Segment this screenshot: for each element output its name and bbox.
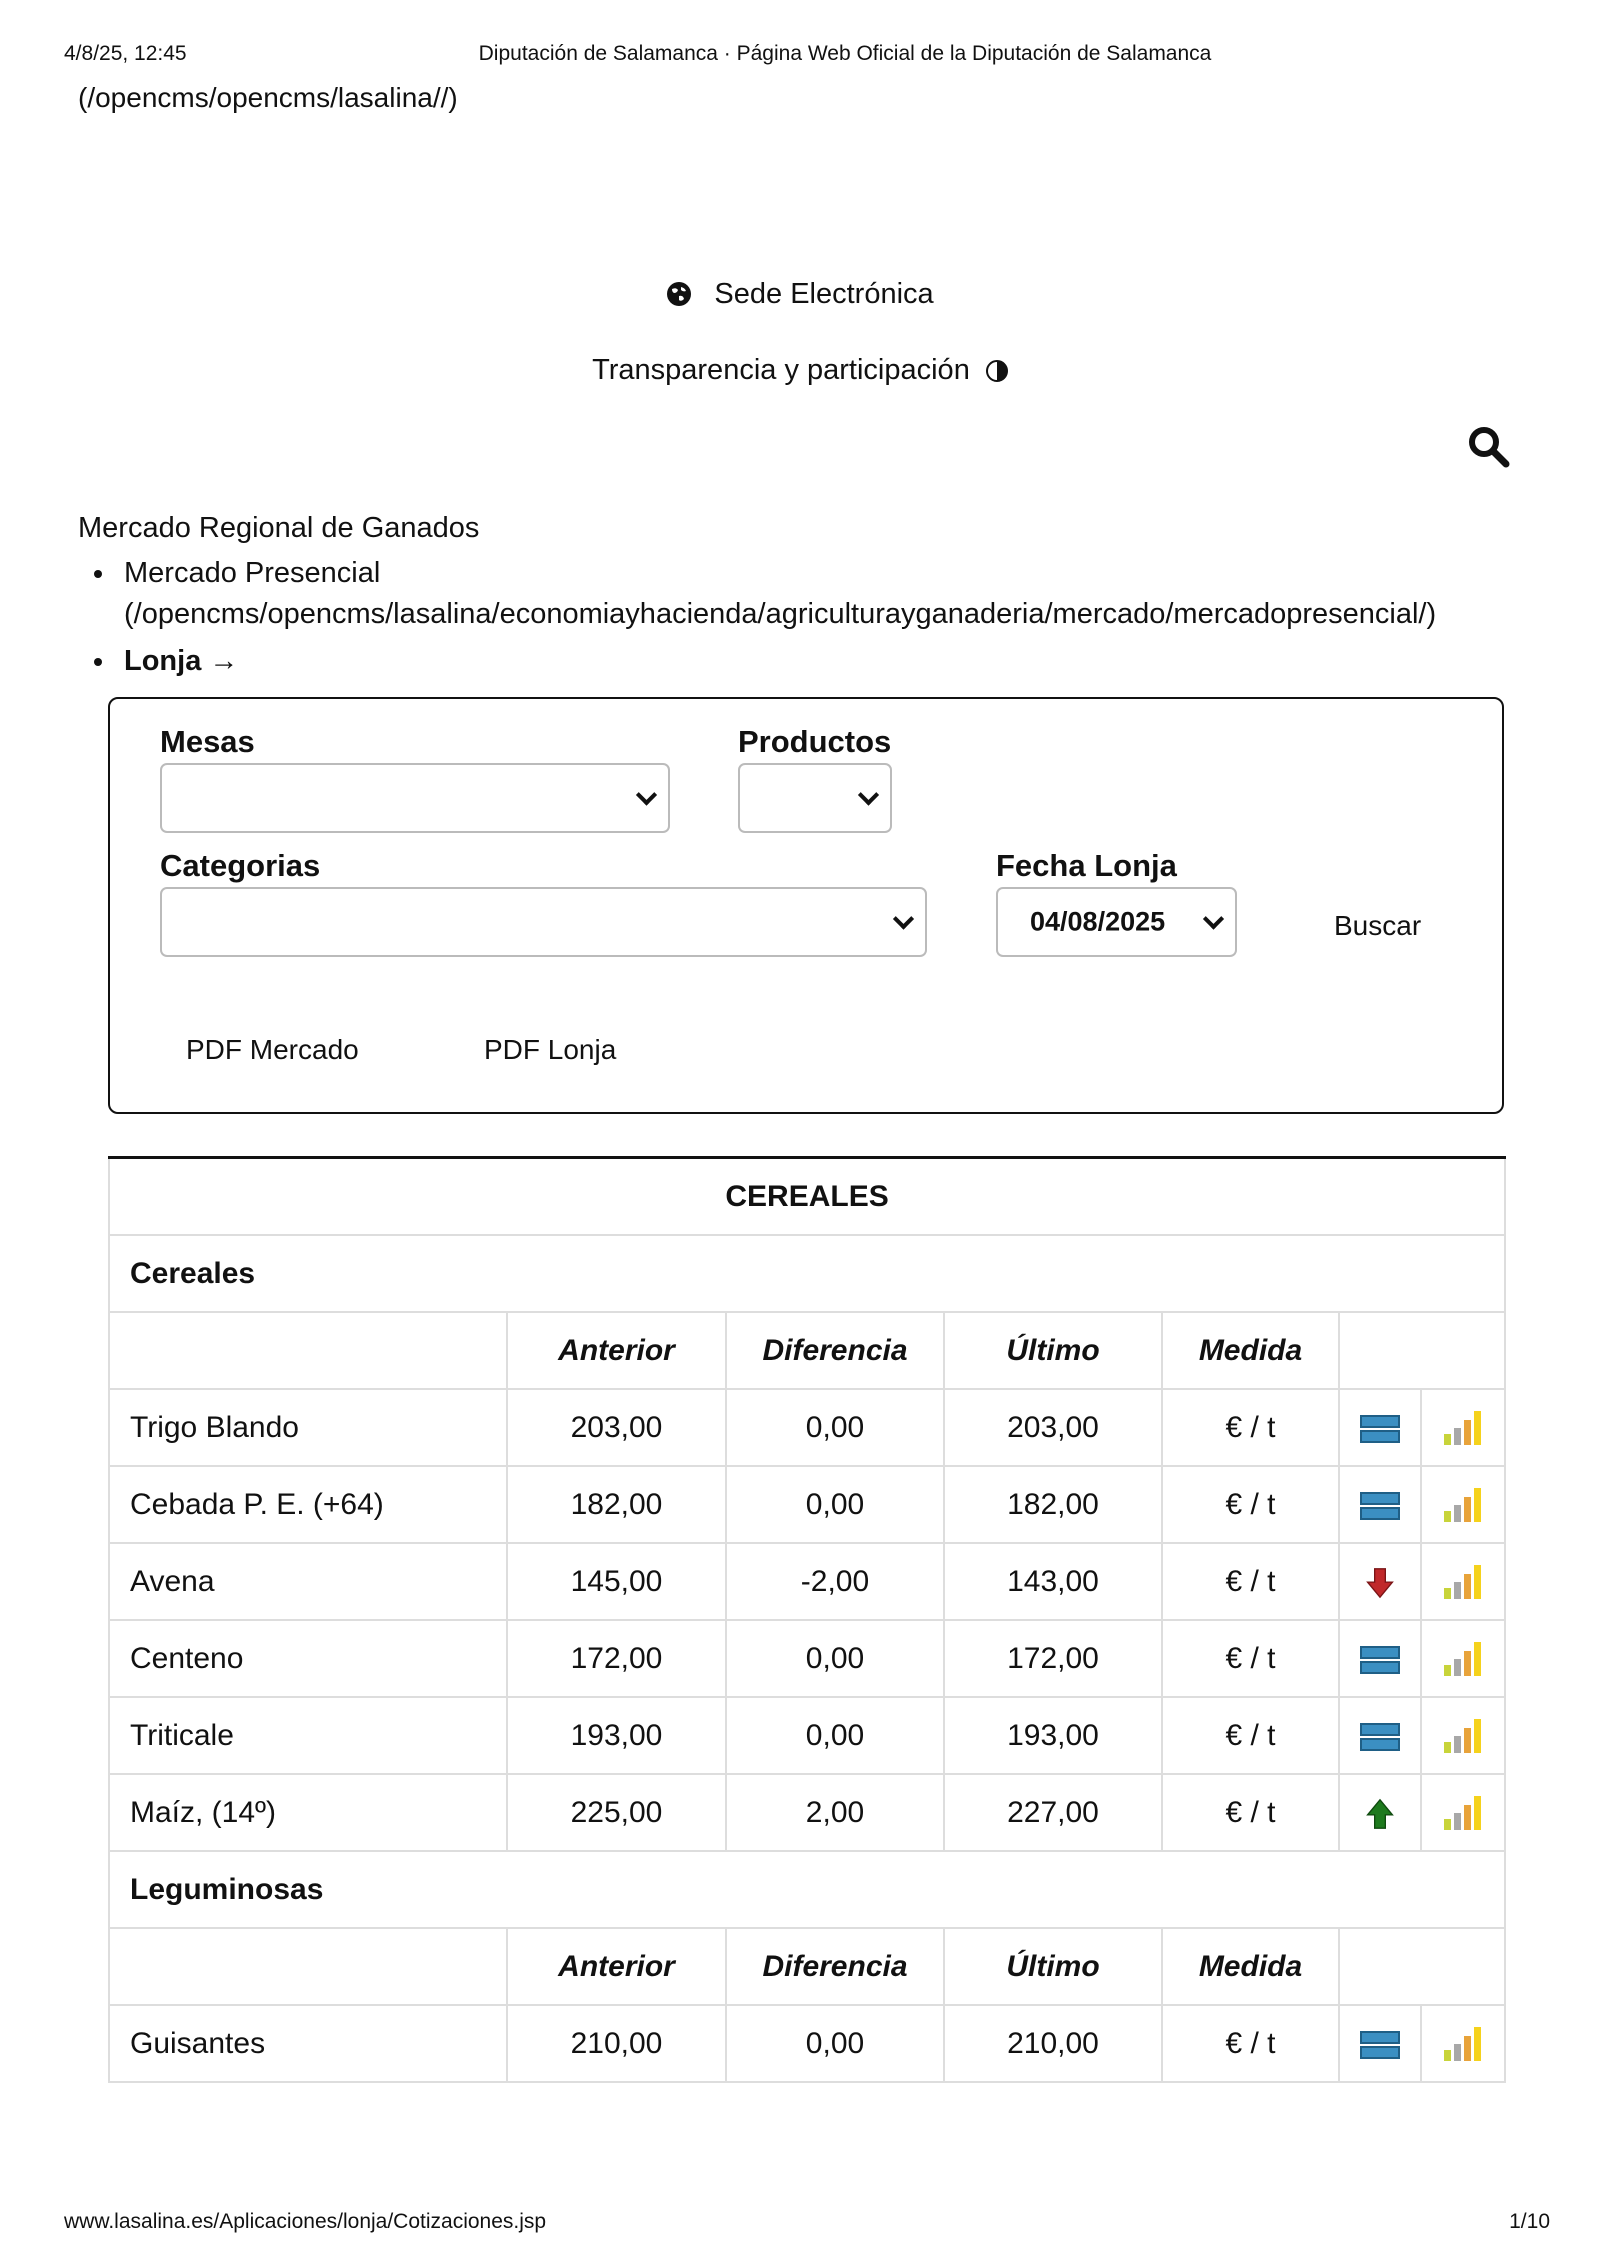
ultimo-value: 143,00 [944, 1543, 1162, 1620]
trend-cell [1339, 2005, 1421, 2082]
chart-cell[interactable] [1421, 1697, 1505, 1774]
table-row [109, 1466, 1505, 1543]
transparencia-link[interactable] [0, 354, 1600, 387]
medida-value: € / t [1162, 1389, 1339, 1466]
breadcrumb-title: Mercado Regional de Ganados [78, 512, 480, 544]
medida-value: € / t [1162, 1543, 1339, 1620]
breadcrumb [124, 553, 1436, 682]
header-icons [1339, 1928, 1505, 2005]
cotizaciones-table [108, 1156, 1506, 2083]
equal-icon [1360, 1413, 1400, 1445]
fecha-lonja-label: Fecha Lonja [996, 848, 1177, 883]
medida-value: € / t [1162, 2005, 1339, 2082]
sede-label: Sede Electrónica [714, 278, 934, 310]
ultimo-value: 182,00 [944, 1466, 1162, 1543]
up-arrow-icon [1360, 1798, 1400, 1830]
product-name: Avena [109, 1543, 507, 1620]
product-name: Centeno [109, 1620, 507, 1697]
header-empty [109, 1928, 507, 2005]
equal-icon [1360, 1644, 1400, 1676]
trend-cell [1339, 1697, 1421, 1774]
header-medida: Medida [1162, 1312, 1339, 1389]
categorias-label: Categorias [160, 848, 321, 883]
diferencia-value: 0,00 [726, 1466, 944, 1543]
trend-cell [1339, 1389, 1421, 1466]
ultimo-value: 193,00 [944, 1697, 1162, 1774]
diferencia-value: 0,00 [726, 1620, 944, 1697]
contrast-icon[interactable] [986, 360, 1008, 382]
globe-icon [666, 281, 692, 307]
anterior-value: 225,00 [507, 1774, 726, 1851]
chart-cell[interactable] [1421, 1466, 1505, 1543]
ultimo-value: 172,00 [944, 1620, 1162, 1697]
chart-cell[interactable] [1421, 1389, 1505, 1466]
fecha-lonja-value: 04/08/2025 [1030, 906, 1166, 937]
bar-chart-icon[interactable] [1442, 1410, 1484, 1446]
categorias-select[interactable] [160, 887, 927, 957]
pdf-mercado-button[interactable]: PDF Mercado [186, 1034, 359, 1065]
down-arrow-icon [1360, 1567, 1400, 1599]
mesas-select[interactable] [160, 763, 670, 833]
breadcrumb-item-url: (/opencms/opencms/lasalina/economiayhacienda/agriculturayganaderia/mercado/mercadopresencial/) [124, 598, 1437, 630]
chevron-down-icon [858, 784, 879, 805]
anterior-value: 172,00 [507, 1620, 726, 1697]
anterior-value: 182,00 [507, 1466, 726, 1543]
table-row [109, 1543, 1505, 1620]
header-empty [109, 1312, 507, 1389]
print-date: 4/8/25, 12:45 [64, 42, 187, 65]
table-row [109, 1620, 1505, 1697]
diferencia-value: 0,00 [726, 2005, 944, 2082]
sede-electronica-link[interactable] [0, 278, 1600, 311]
product-name: Trigo Blando [109, 1389, 507, 1466]
diferencia-value: 0,00 [726, 1697, 944, 1774]
productos-select[interactable] [738, 763, 892, 833]
table-row [109, 1697, 1505, 1774]
group-row [109, 1235, 1505, 1312]
breadcrumb-item-label: Mercado Presencial [124, 557, 381, 589]
product-name: Triticale [109, 1697, 507, 1774]
diferencia-value: -2,00 [726, 1543, 944, 1620]
chart-cell[interactable] [1421, 1620, 1505, 1697]
bar-chart-icon[interactable] [1442, 1795, 1484, 1831]
group-title: Cereales [109, 1235, 1505, 1312]
trend-cell [1339, 1620, 1421, 1697]
cotizaciones-body [109, 1158, 1505, 2083]
group-row [109, 1851, 1505, 1928]
product-name: Maíz, (14º) [109, 1774, 507, 1851]
bar-chart-icon[interactable] [1442, 2026, 1484, 2062]
bar-chart-icon[interactable] [1442, 1641, 1484, 1677]
trend-cell [1339, 1543, 1421, 1620]
group-title: Leguminosas [109, 1851, 1505, 1928]
buscar-button[interactable]: Buscar [1334, 910, 1422, 941]
breadcrumb-item-mercado-presencial[interactable] [124, 553, 1436, 635]
section-title: CEREALES [109, 1158, 1505, 1236]
header-diferencia: Diferencia [726, 1928, 944, 2005]
product-name: Cebada P. E. (+64) [109, 1466, 507, 1543]
pdf-lonja-button[interactable]: PDF Lonja [484, 1034, 617, 1065]
medida-value: € / t [1162, 1466, 1339, 1543]
fecha-lonja-select[interactable] [996, 887, 1237, 957]
table-row [109, 1389, 1505, 1466]
header-medida: Medida [1162, 1928, 1339, 2005]
chevron-down-icon [636, 784, 657, 805]
chart-cell[interactable] [1421, 1774, 1505, 1851]
productos-label: Productos [738, 724, 892, 759]
chevron-down-icon [893, 908, 914, 929]
breadcrumb-item-lonja[interactable]: Lonja → [124, 641, 1436, 682]
diferencia-value: 0,00 [726, 1389, 944, 1466]
medida-value: € / t [1162, 1774, 1339, 1851]
medida-value: € / t [1162, 1620, 1339, 1697]
mesas-label: Mesas [160, 724, 255, 759]
table-row [109, 1774, 1505, 1851]
medida-value: € / t [1162, 1697, 1339, 1774]
section-row [109, 1158, 1505, 1236]
transparencia-label: Transparencia y participación [592, 354, 970, 386]
bar-chart-icon[interactable] [1442, 1718, 1484, 1754]
anterior-value: 203,00 [507, 1389, 726, 1466]
equal-icon [1360, 1721, 1400, 1753]
header-anterior: Anterior [507, 1928, 726, 2005]
header-anterior: Anterior [507, 1312, 726, 1389]
search-icon[interactable] [1466, 424, 1510, 468]
bar-chart-icon[interactable] [1442, 1487, 1484, 1523]
chart-cell[interactable] [1421, 2005, 1505, 2082]
trend-cell [1339, 1774, 1421, 1851]
header-ultimo: Último [944, 1928, 1162, 2005]
footer-url: www.lasalina.es/Aplicaciones/lonja/Cotizaciones.jsp [64, 2210, 547, 2233]
chart-cell[interactable] [1421, 1543, 1505, 1620]
ultimo-value: 210,00 [944, 2005, 1162, 2082]
chevron-down-icon [1203, 908, 1224, 929]
anterior-value: 210,00 [507, 2005, 726, 2082]
header-ultimo: Último [944, 1312, 1162, 1389]
home-link[interactable]: (/opencms/opencms/lasalina//) [78, 82, 458, 113]
diferencia-value: 2,00 [726, 1774, 944, 1851]
footer-page: 1/10 [1509, 2210, 1550, 2233]
anterior-value: 145,00 [507, 1543, 726, 1620]
trend-cell [1339, 1466, 1421, 1543]
header-row [109, 1312, 1505, 1389]
bar-chart-icon[interactable] [1442, 1564, 1484, 1600]
ultimo-value: 203,00 [944, 1389, 1162, 1466]
ultimo-value: 227,00 [944, 1774, 1162, 1851]
print-title: Diputación de Salamanca · Página Web Oficial de la Diputación de Salamanca [478, 42, 1212, 65]
table-row [109, 2005, 1505, 2082]
equal-icon [1360, 2029, 1400, 2061]
header-icons [1339, 1312, 1505, 1389]
anterior-value: 193,00 [507, 1697, 726, 1774]
header-row [109, 1928, 1505, 2005]
header-diferencia: Diferencia [726, 1312, 944, 1389]
product-name: Guisantes [109, 2005, 507, 2082]
equal-icon [1360, 1490, 1400, 1522]
